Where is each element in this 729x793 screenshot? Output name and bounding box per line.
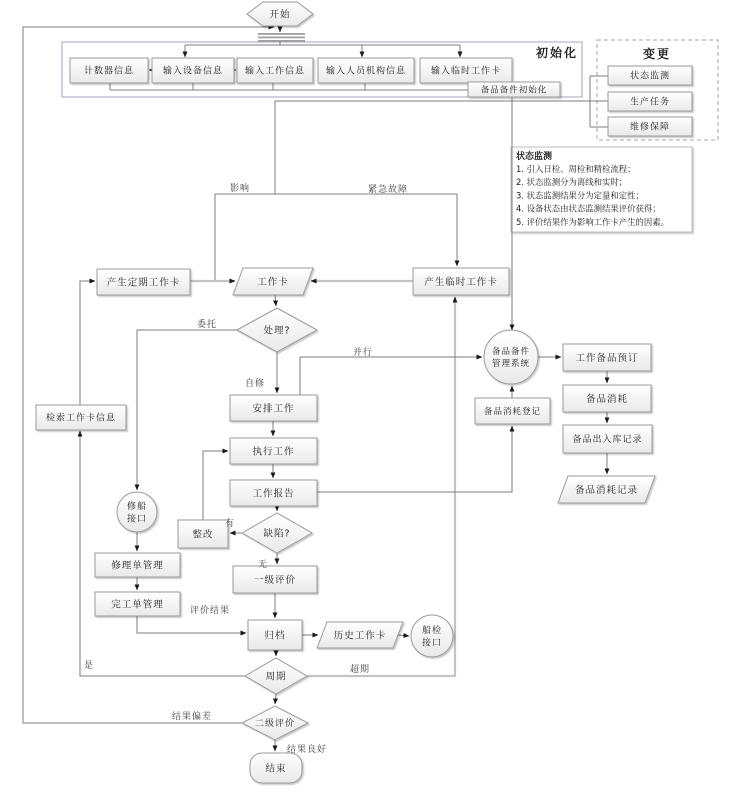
- edge-label-impact: 影响: [230, 184, 251, 194]
- node-spare-inout-record-label: 备品出入库记录: [572, 435, 643, 446]
- node-input-work-info: [237, 58, 313, 83]
- node-ship-repair-interface: [117, 492, 157, 532]
- node-work-report-label: 工作报告: [252, 488, 295, 500]
- node-handle-decision-label: 处理?: [263, 325, 291, 337]
- edge-label-has-defect: 有: [225, 519, 236, 529]
- node-spares-init: [468, 82, 560, 97]
- container-change-title: 变更: [642, 47, 672, 61]
- edge-entrust-line: [137, 330, 237, 490]
- node-archive-label: 归档: [264, 630, 286, 642]
- edge-label-parallel: 并行: [353, 348, 374, 358]
- node-input-work-info-label: 输入工作信息: [244, 66, 306, 77]
- sync-bar-line: [258, 40, 305, 42]
- edge-label-result-good: 结果良好: [287, 745, 328, 755]
- node-spares-init-label: 备品备件初始化: [480, 85, 548, 96]
- edge-search-to-periodic: [80, 281, 95, 405]
- node-input-device-info-label: 输入设备信息: [162, 66, 224, 77]
- node-level2-eval-label: 二级评价: [254, 719, 296, 730]
- edge-rectify-loop: [203, 451, 228, 520]
- node-rectify-label: 整改: [192, 529, 214, 541]
- node-ship-repair-interface-label: 修船: [126, 501, 148, 512]
- edge-label-overdue: 超期: [350, 665, 371, 675]
- node-level1-eval-label: 一级评价: [253, 574, 297, 586]
- node-spare-consume-register-label: 备品消耗登记: [483, 407, 542, 418]
- edge-label-eval-result: 评价结果: [190, 606, 231, 616]
- node-defect-decision: [242, 513, 312, 553]
- node-change-production-task: [608, 92, 692, 111]
- node-work-card: [233, 268, 313, 295]
- node-ship-inspect-interface-label: 接口: [421, 638, 443, 649]
- node-ship-inspect-interface-label: 船检: [421, 625, 443, 636]
- node-rectify: [178, 520, 228, 548]
- node-spare-consume-label: 备品消耗: [585, 393, 629, 405]
- edge-completion-to-archive: [137, 616, 246, 633]
- node-start: [247, 2, 313, 26]
- container-init-title: 初始化: [535, 46, 578, 60]
- node-execute-work-label: 执行工作: [252, 446, 295, 458]
- edge-feedback-return: [23, 27, 274, 723]
- node-sync-bar: [258, 33, 305, 42]
- node-cycle-decision: [245, 658, 307, 694]
- node-defect-decision-label: 缺陷?: [263, 528, 291, 540]
- node-completion-order-mgmt-label: 完工单管理: [111, 599, 164, 611]
- node-history-card-label: 历史工作卡: [333, 630, 387, 642]
- edge-label-no-defect: 无: [258, 560, 269, 570]
- node-level1-eval: [233, 566, 317, 593]
- node-spare-parts-system: [484, 330, 538, 384]
- node-archive: [248, 620, 302, 650]
- node-change-status-monitor-label: 状态监测: [629, 71, 671, 82]
- edge-label-entrust: 委托: [197, 320, 218, 330]
- node-input-temp-card-label: 输入临时工作卡: [430, 66, 502, 77]
- node-repair-order-mgmt-label: 修理单管理: [111, 560, 164, 572]
- node-change-status-monitor: [608, 66, 692, 85]
- edge-label-emergency-fault: 紧急故障: [368, 185, 409, 195]
- node-input-personnel-info-label: 输入人员机构信息: [325, 66, 407, 77]
- node-ship-inspect-interface: [411, 615, 453, 657]
- node-start-label: 开始: [269, 9, 291, 21]
- edge-card-to-handle: [275, 295, 276, 306]
- node-spare-consume-record: [558, 476, 655, 503]
- node-spare-reserve-label: 工作备品预订: [575, 352, 639, 364]
- note-item: 2. 状态监测分为离线和实时；: [516, 177, 628, 188]
- node-execute-work: [230, 438, 317, 464]
- node-spare-consume-register: [475, 398, 550, 424]
- node-gen-temp-card-label: 产生临时工作卡: [424, 276, 498, 288]
- node-handle-decision: [237, 308, 317, 352]
- node-gen-periodic-card: [97, 269, 190, 295]
- node-spare-parts-system-label: 管理系统: [491, 359, 531, 370]
- node-input-personnel-info: [318, 58, 414, 83]
- node-completion-order-mgmt: [95, 592, 180, 616]
- node-gen-temp-card: [413, 268, 509, 295]
- node-search-card-info-label: 检索工作卡信息: [45, 413, 117, 424]
- node-ship-repair-interface-label: 接口: [126, 514, 148, 525]
- edge-label-yes: 是: [84, 661, 95, 671]
- node-end: [250, 753, 302, 783]
- note-status-monitor-note: [511, 147, 692, 232]
- node-change-maintenance: [608, 117, 692, 136]
- node-change-production-task-label: 生产任务: [629, 97, 671, 108]
- node-ship-repair-interface-shape: [117, 492, 157, 532]
- sync-bar-line: [258, 33, 305, 35]
- node-level2-eval: [242, 706, 308, 740]
- node-work-report: [230, 480, 317, 506]
- node-end-label: 结束: [265, 763, 287, 775]
- node-work-card-label: 工作卡: [257, 276, 289, 288]
- node-counter-info-label: 计数器信息: [83, 66, 135, 77]
- edge-label-result-deviation: 结果偏差: [172, 712, 213, 722]
- node-change-maintenance-label: 维修保障: [629, 122, 671, 133]
- sync-bar-line: [258, 37, 305, 39]
- node-counter-info: [70, 58, 148, 83]
- node-arrange-work-label: 安排工作: [252, 403, 295, 415]
- node-spare-consume-record-label: 备品消耗记录: [574, 484, 639, 496]
- node-ship-inspect-interface-shape: [411, 615, 453, 657]
- note-title: 状态监测: [516, 152, 553, 162]
- node-spare-reserve: [563, 344, 651, 371]
- node-arrange-work: [230, 395, 317, 421]
- note-item: 4. 设备状态由状态监测结果评价获得；: [516, 203, 661, 214]
- note-item: 1. 引入日检、周检和精检流程；: [516, 164, 636, 174]
- node-input-device-info: [152, 58, 234, 83]
- node-input-temp-card: [420, 58, 512, 83]
- edge-history-to-inspect: [398, 635, 409, 636]
- node-repair-order-mgmt: [95, 553, 180, 577]
- note-item: 3. 状态监测结果分为定量和定性；: [516, 190, 644, 201]
- edge-cycle-to-eval2: [275, 694, 276, 704]
- node-spare-inout-record: [563, 425, 652, 453]
- node-spare-parts-system-label: 备品备件: [491, 347, 531, 358]
- node-cycle-decision-label: 周期: [265, 671, 287, 683]
- node-history-card: [317, 622, 403, 648]
- node-search-card-info: [36, 405, 126, 430]
- edge-label-self-repair: 自修: [245, 379, 266, 389]
- node-gen-periodic-card-label: 产生定期工作卡: [106, 277, 181, 289]
- note-item: 5. 评价结果作为影响工作卡产生的因素。: [516, 216, 670, 227]
- edge-report-to-register: [317, 426, 512, 492]
- node-spare-consume: [563, 385, 651, 412]
